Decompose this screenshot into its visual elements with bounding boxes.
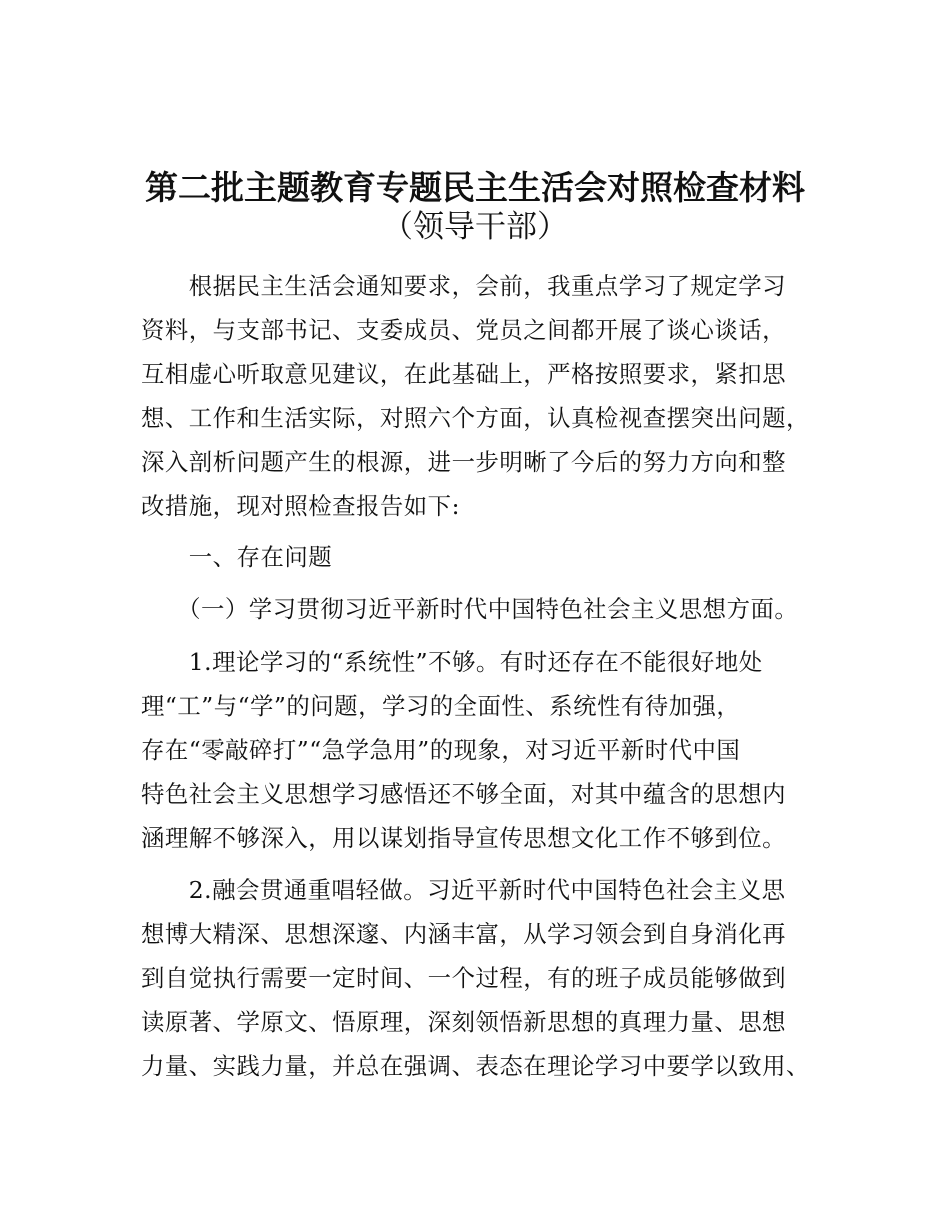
body-line: 涵理解不够深入，用以谋划指导宣传思想文化工作不够到位。 bbox=[141, 824, 787, 852]
body-line: 资料，与支部书记、支委成员、党员之间都开展了谈心谈话， bbox=[141, 316, 787, 344]
section-heading: 一、存在问题 bbox=[141, 543, 333, 571]
body-line: 力量、实践力量，并总在强调、表态在理论学习中要学以致用、 bbox=[141, 1052, 810, 1080]
body-line: 存在“零敲碎打”“急学急用”的现象，对习近平新时代中国 bbox=[141, 736, 741, 764]
body-line: 1.理论学习的“系统性”不够。有时还存在不能很好地处 bbox=[141, 648, 763, 676]
body-line: 2.融会贯通重唱轻做。习近平新时代中国特色社会主义思 bbox=[141, 876, 786, 904]
body-line: 特色社会主义思想学习感悟还不够全面，对其中蕴含的思想内 bbox=[141, 780, 787, 808]
document-subtitle: （领导干部） bbox=[382, 209, 568, 245]
body-line: 深入剖析问题产生的根源，进一步明晰了今后的努力方向和整 bbox=[141, 448, 787, 476]
body-line: 读原著、学原文、悟原理，深刻领悟新思想的真理力量、思想 bbox=[141, 1008, 787, 1036]
body-line: 到自觉执行需要一定时间、一个过程，有的班子成员能够做到 bbox=[141, 964, 787, 992]
document-title: 第二批主题教育专题民主生活会对照检查材料 bbox=[145, 168, 805, 207]
body-line: 改措施，现对照检查报告如下: bbox=[141, 492, 460, 520]
body-line: 想、工作和生活实际，对照六个方面，认真检视查摆突出问题， bbox=[141, 404, 810, 432]
subsection-heading: （一）学习贯彻习近平新时代中国特色社会主义思想方面。 bbox=[141, 595, 799, 623]
body-line: 理“工”与“学”的问题，学习的全面性、系统性有待加强， bbox=[141, 692, 741, 720]
body-line: 互相虚心听取意见建议，在此基础上，严格按照要求，紧扣思 bbox=[141, 360, 787, 388]
body-line: 根据民主生活会通知要求，会前，我重点学习了规定学习 bbox=[141, 272, 787, 300]
body-line: 想博大精深、思想深邃、内涵丰富，从学习领会到自身消化再 bbox=[141, 920, 787, 948]
